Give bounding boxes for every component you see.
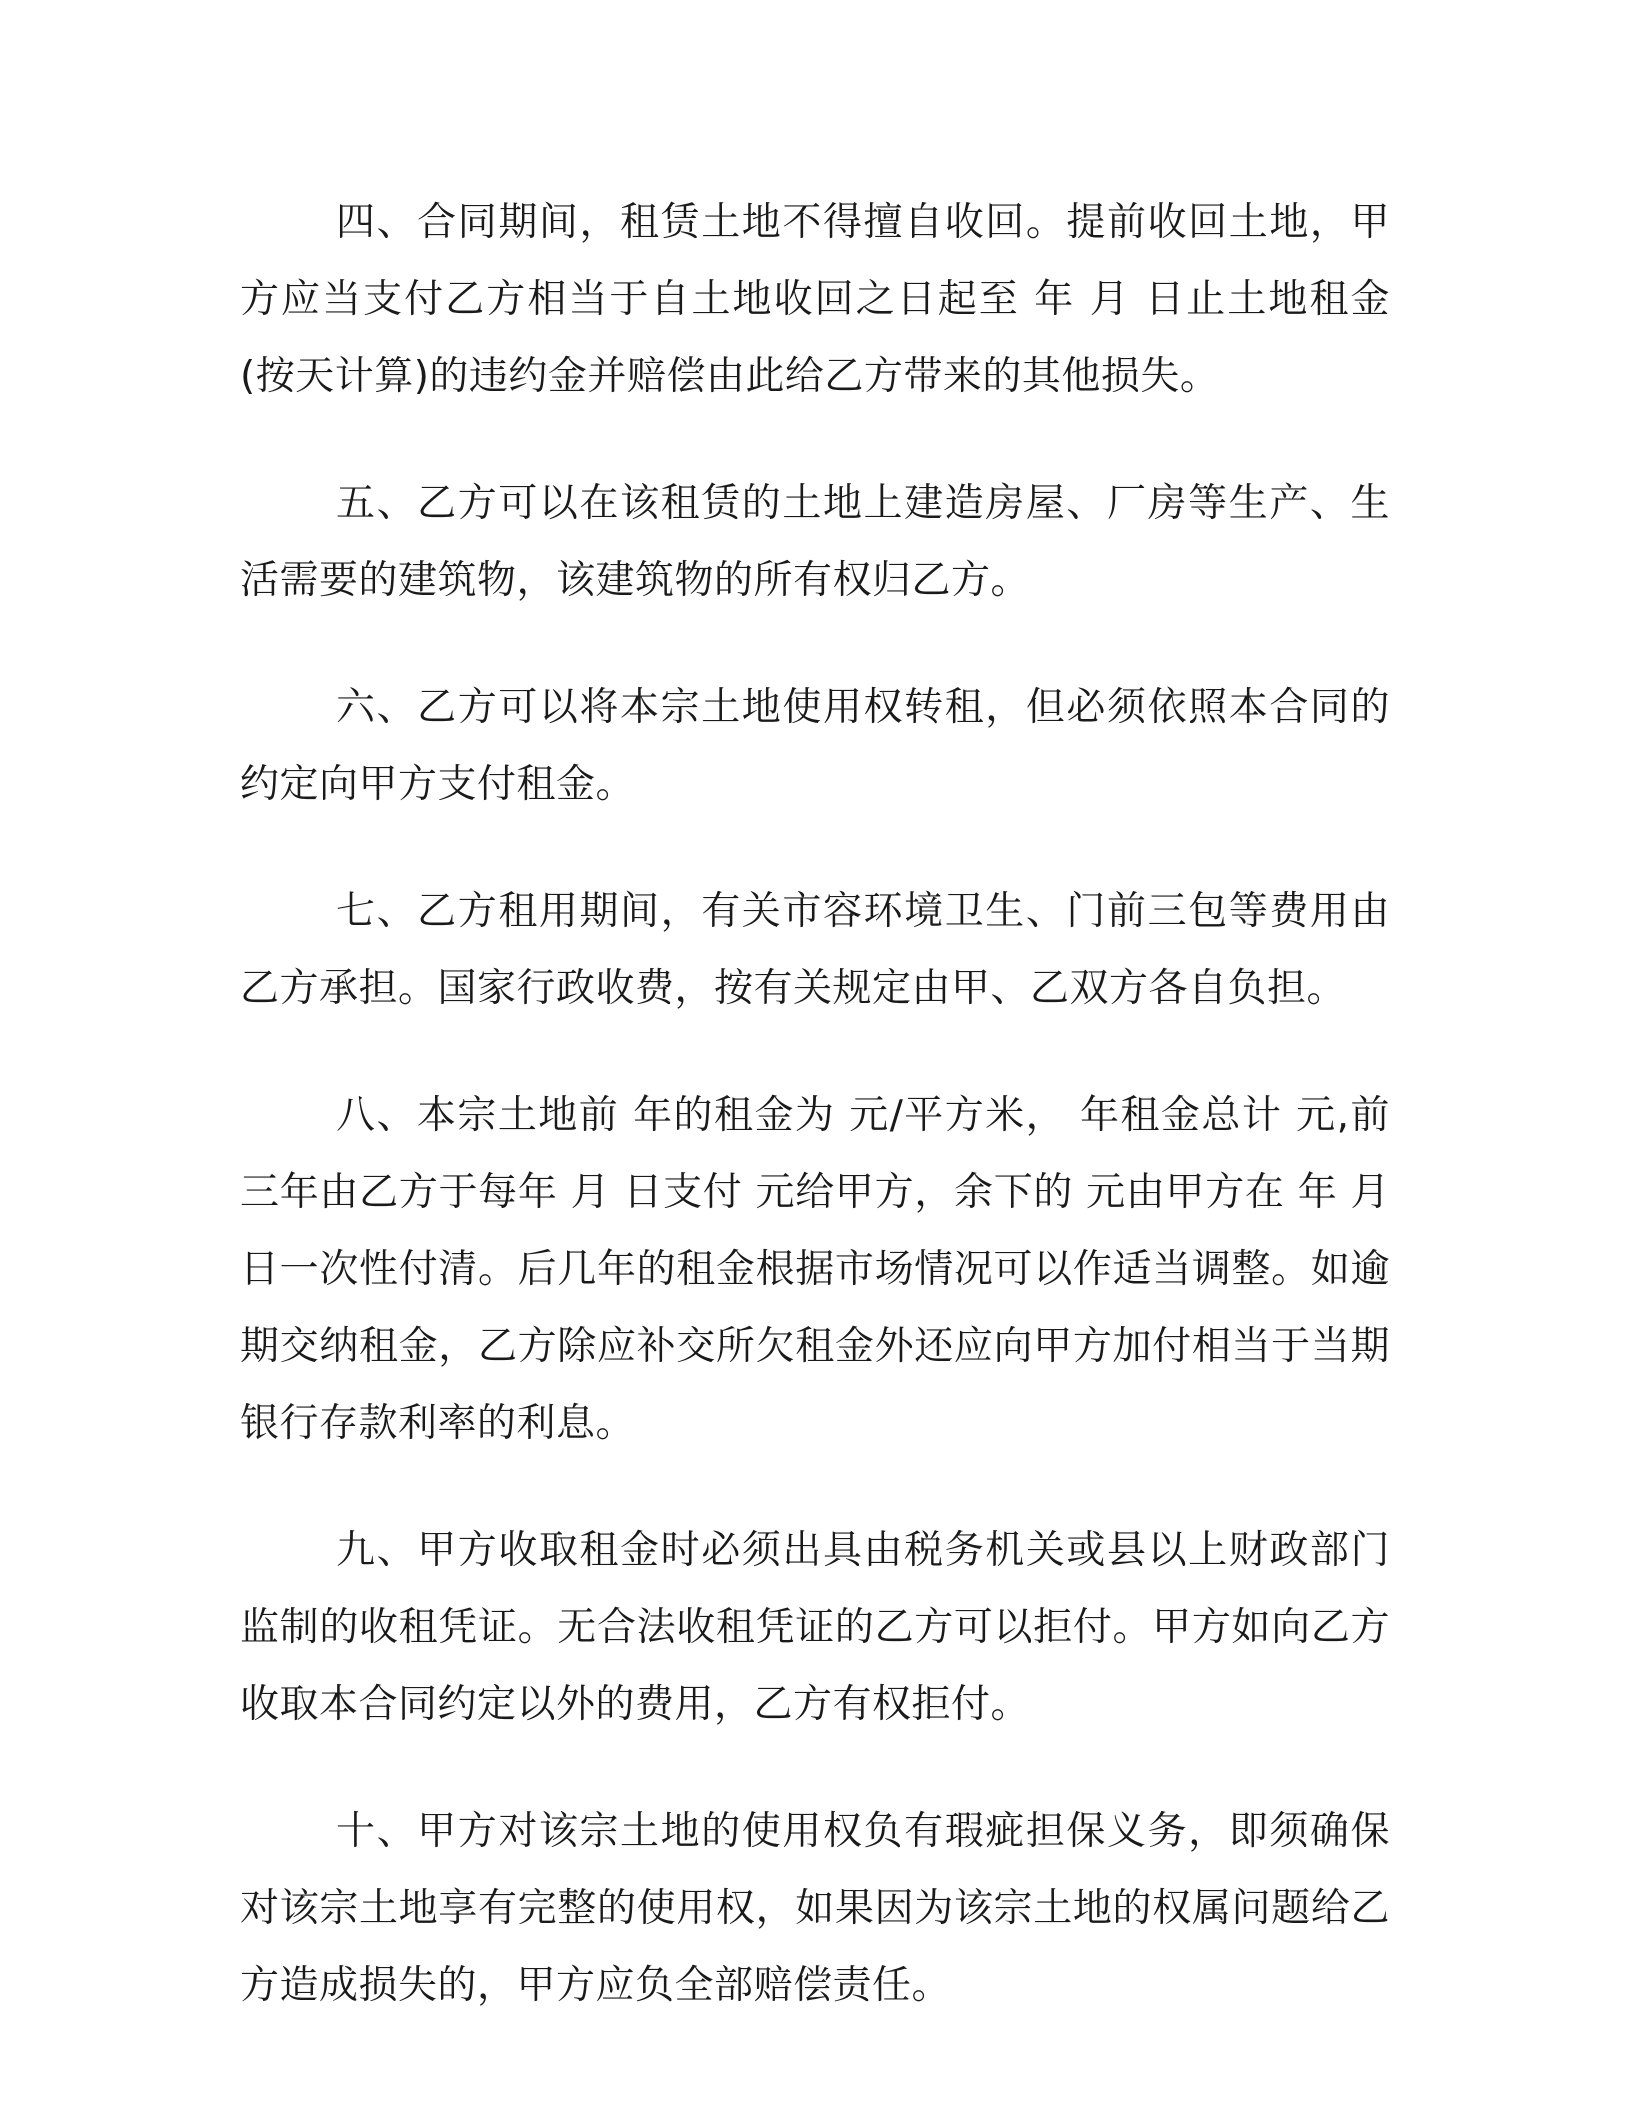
clause-8-paragraph: 八、本宗土地前 年的租金为 元/平方米， 年租金总计 元,前三年由乙方于每年 月 日支付 元给甲方，余下的 元由甲方在 年 月 日一次性付清。后几年的租金根据市场情况可以作适当调整。如逾期交纳租金，乙方除应补交所欠租金外还应向甲方加付相当于当期银行存款利率的利息。	[240, 1093, 1390, 1446]
clause-9-paragraph: 九、甲方收取租金时必须出具由税务机关或县以上财政部门监制的收租凭证。无合法收租凭证的乙方可以拒付。甲方如向乙方收取本合同约定以外的费用，乙方有权拒付。	[240, 1528, 1390, 1727]
document-body	[240, 184, 1390, 2074]
clause-5-paragraph: 五、乙方可以在该租赁的土地上建造房屋、厂房等生产、生活需要的建筑物，该建筑物的所有权归乙方。	[240, 481, 1390, 603]
clause-6-paragraph: 六、乙方可以将本宗土地使用权转租，但必须依照本合同的约定向甲方支付租金。	[240, 685, 1390, 807]
clause-4-paragraph: 四、合同期间，租赁土地不得擅自收回。提前收回土地，甲方应当支付乙方相当于自土地收回之日起至 年 月 日止土地租金(按天计算)的违约金并赔偿由此给乙方带来的其他损失。	[240, 200, 1390, 399]
clause-10-paragraph: 十、甲方对该宗土地的使用权负有瑕疵担保义务，即须确保对该宗土地享有完整的使用权，如果因为该宗土地的权属问题给乙方造成损失的，甲方应负全部赔偿责任。	[240, 1809, 1390, 2008]
clause-7-paragraph: 七、乙方租用期间，有关市容环境卫生、门前三包等费用由乙方承担。国家行政收费，按有关规定由甲、乙双方各自负担。	[240, 889, 1390, 1011]
